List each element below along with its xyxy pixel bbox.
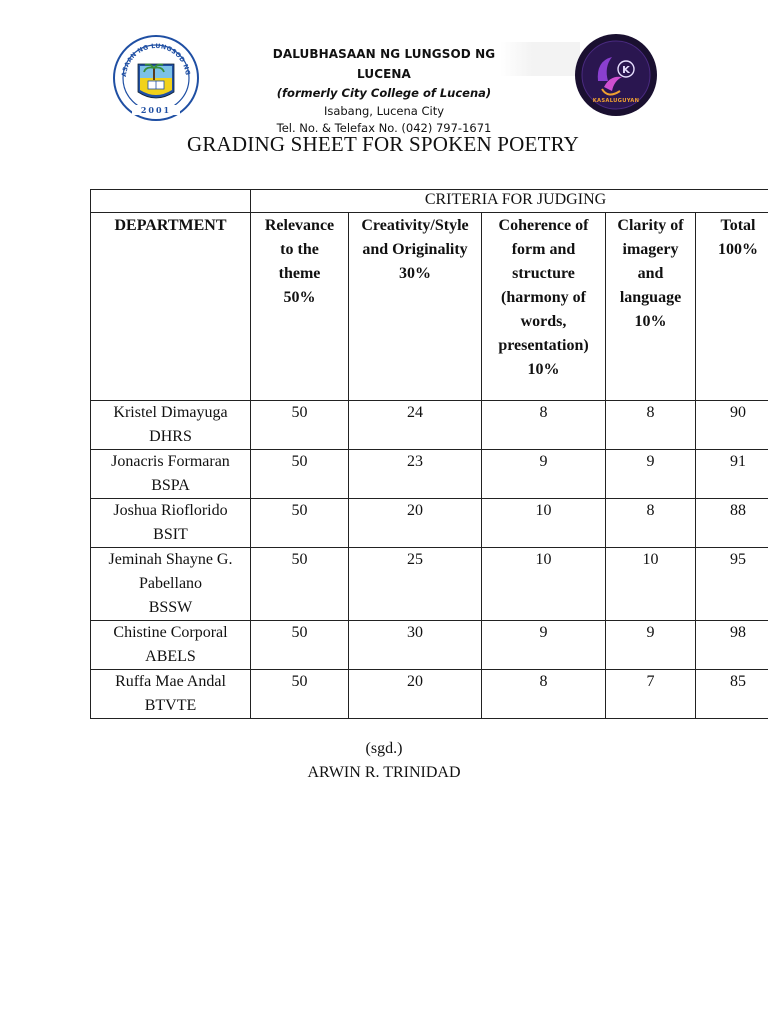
contestant-cell <box>91 401 251 450</box>
table-header-row <box>91 213 768 401</box>
coherence-score: 9 <box>482 450 606 499</box>
contestant-cell <box>91 548 251 621</box>
address: Isabang, Lucena City <box>323 104 445 118</box>
contestant-name: Kristel Dimayuga <box>113 404 228 421</box>
table-row <box>91 670 768 719</box>
table-row <box>91 450 768 499</box>
column-header <box>696 213 768 401</box>
department-code: ABELS <box>145 648 196 665</box>
column-header-line: 10% <box>527 361 560 378</box>
column-header-line: and <box>637 265 664 282</box>
relevance-score: 50 <box>251 548 349 621</box>
department-code: BSSW <box>148 599 193 616</box>
column-header <box>482 213 606 401</box>
page-title: GRADING SHEET FOR SPOKEN POETRY <box>186 132 580 156</box>
table-row <box>91 548 768 621</box>
department-code: BSPA <box>151 477 190 494</box>
department-code: BTVTE <box>144 697 197 714</box>
contestant-name: Joshua Rioflorido <box>113 502 228 519</box>
institution-name: DALUBHASAAN NG LUNGSOD NG LUCENA <box>272 47 496 81</box>
signed-mark: (sgd.) <box>365 740 403 757</box>
clarity-score: 10 <box>606 548 696 621</box>
column-header-line: imagery <box>622 241 679 258</box>
grading-table <box>90 189 768 719</box>
contestant-name: Jeminah Shayne G. <box>108 551 233 568</box>
column-header <box>349 213 482 401</box>
column-header-line: theme <box>278 265 321 282</box>
coherence-score: 10 <box>482 548 606 621</box>
column-header-line: DEPARTMENT <box>114 217 227 234</box>
creativity-score: 30 <box>349 621 482 670</box>
table-row <box>91 401 768 450</box>
column-header-line: Coherence of <box>498 217 589 234</box>
relevance-score: 50 <box>251 450 349 499</box>
table-body <box>91 401 768 719</box>
column-header-line: Relevance <box>264 217 335 234</box>
column-header-line: 30% <box>399 265 431 282</box>
column-header-line: 50% <box>283 289 316 306</box>
relevance-score: 50 <box>251 670 349 719</box>
total-score: 85 <box>696 670 768 719</box>
creativity-score: 20 <box>349 670 482 719</box>
column-header-line: and Originality <box>362 241 468 258</box>
header-fade-band <box>500 42 580 76</box>
column-header-line: to the <box>280 241 319 258</box>
coherence-score: 10 <box>482 499 606 548</box>
column-header-line: Total <box>720 217 756 234</box>
clarity-score: 9 <box>606 450 696 499</box>
seal-year: 2001 <box>140 105 172 115</box>
column-header-line: (harmony of <box>501 289 586 306</box>
clarity-score: 7 <box>606 670 696 719</box>
contestant-cell <box>91 450 251 499</box>
contestant-cell <box>91 499 251 548</box>
column-header <box>606 213 696 401</box>
coherence-score: 8 <box>482 670 606 719</box>
contestant-name: Chistine Corporal <box>113 624 228 641</box>
contestant-name: Pabellano <box>138 575 203 592</box>
creativity-score: 24 <box>349 401 482 450</box>
column-header-line: 100% <box>718 241 758 258</box>
creativity-score: 25 <box>349 548 482 621</box>
creativity-score: 20 <box>349 499 482 548</box>
contestant-cell <box>91 621 251 670</box>
total-score: 98 <box>696 621 768 670</box>
signatory-name: ARWIN R. TRINIDAD <box>307 764 461 781</box>
contestant-cell <box>91 670 251 719</box>
column-header-line: language <box>619 289 682 306</box>
total-score: 90 <box>696 401 768 450</box>
column-header-line: words, <box>520 313 567 330</box>
department-code: BSIT <box>153 526 188 543</box>
relevance-score: 50 <box>251 621 349 670</box>
column-header-line: presentation) <box>498 337 589 354</box>
contestant-name: Ruffa Mae Andal <box>115 673 226 690</box>
coherence-score: 8 <box>482 401 606 450</box>
table-row <box>91 621 768 670</box>
creativity-score: 23 <box>349 450 482 499</box>
total-score: 88 <box>696 499 768 548</box>
logo-letter: K <box>622 65 630 76</box>
column-header-line: 10% <box>634 313 667 330</box>
seal-arc-text: ASAAN NG LUNGSOD NG <box>120 42 191 78</box>
column-header-line: form and <box>511 241 576 258</box>
former-name: (formerly City College of Lucena) <box>276 86 492 100</box>
criteria-label: CRITERIA FOR JUDGING <box>251 190 768 213</box>
relevance-score: 50 <box>251 401 349 450</box>
contestant-name: Jonacris Formaran <box>111 453 230 470</box>
college-seal-logo <box>112 34 200 122</box>
total-score: 91 <box>696 450 768 499</box>
total-score: 95 <box>696 548 768 621</box>
column-header <box>251 213 349 401</box>
department-code: DHRS <box>149 428 192 445</box>
column-header <box>91 213 251 401</box>
logo-text: KASALUGUYAN <box>592 98 640 104</box>
clarity-score: 8 <box>606 499 696 548</box>
event-logo <box>574 31 658 119</box>
clarity-score: 9 <box>606 621 696 670</box>
relevance-score: 50 <box>251 499 349 548</box>
table-row <box>91 499 768 548</box>
clarity-score: 8 <box>606 401 696 450</box>
telephone: Tel. No. & Telefax No. (042) 797-1671 <box>276 121 492 135</box>
column-header-line: structure <box>512 265 575 282</box>
coherence-score: 9 <box>482 621 606 670</box>
column-header-line: Clarity of <box>617 217 684 234</box>
letterhead <box>250 44 518 137</box>
column-header-line: Creativity/Style <box>361 217 469 234</box>
